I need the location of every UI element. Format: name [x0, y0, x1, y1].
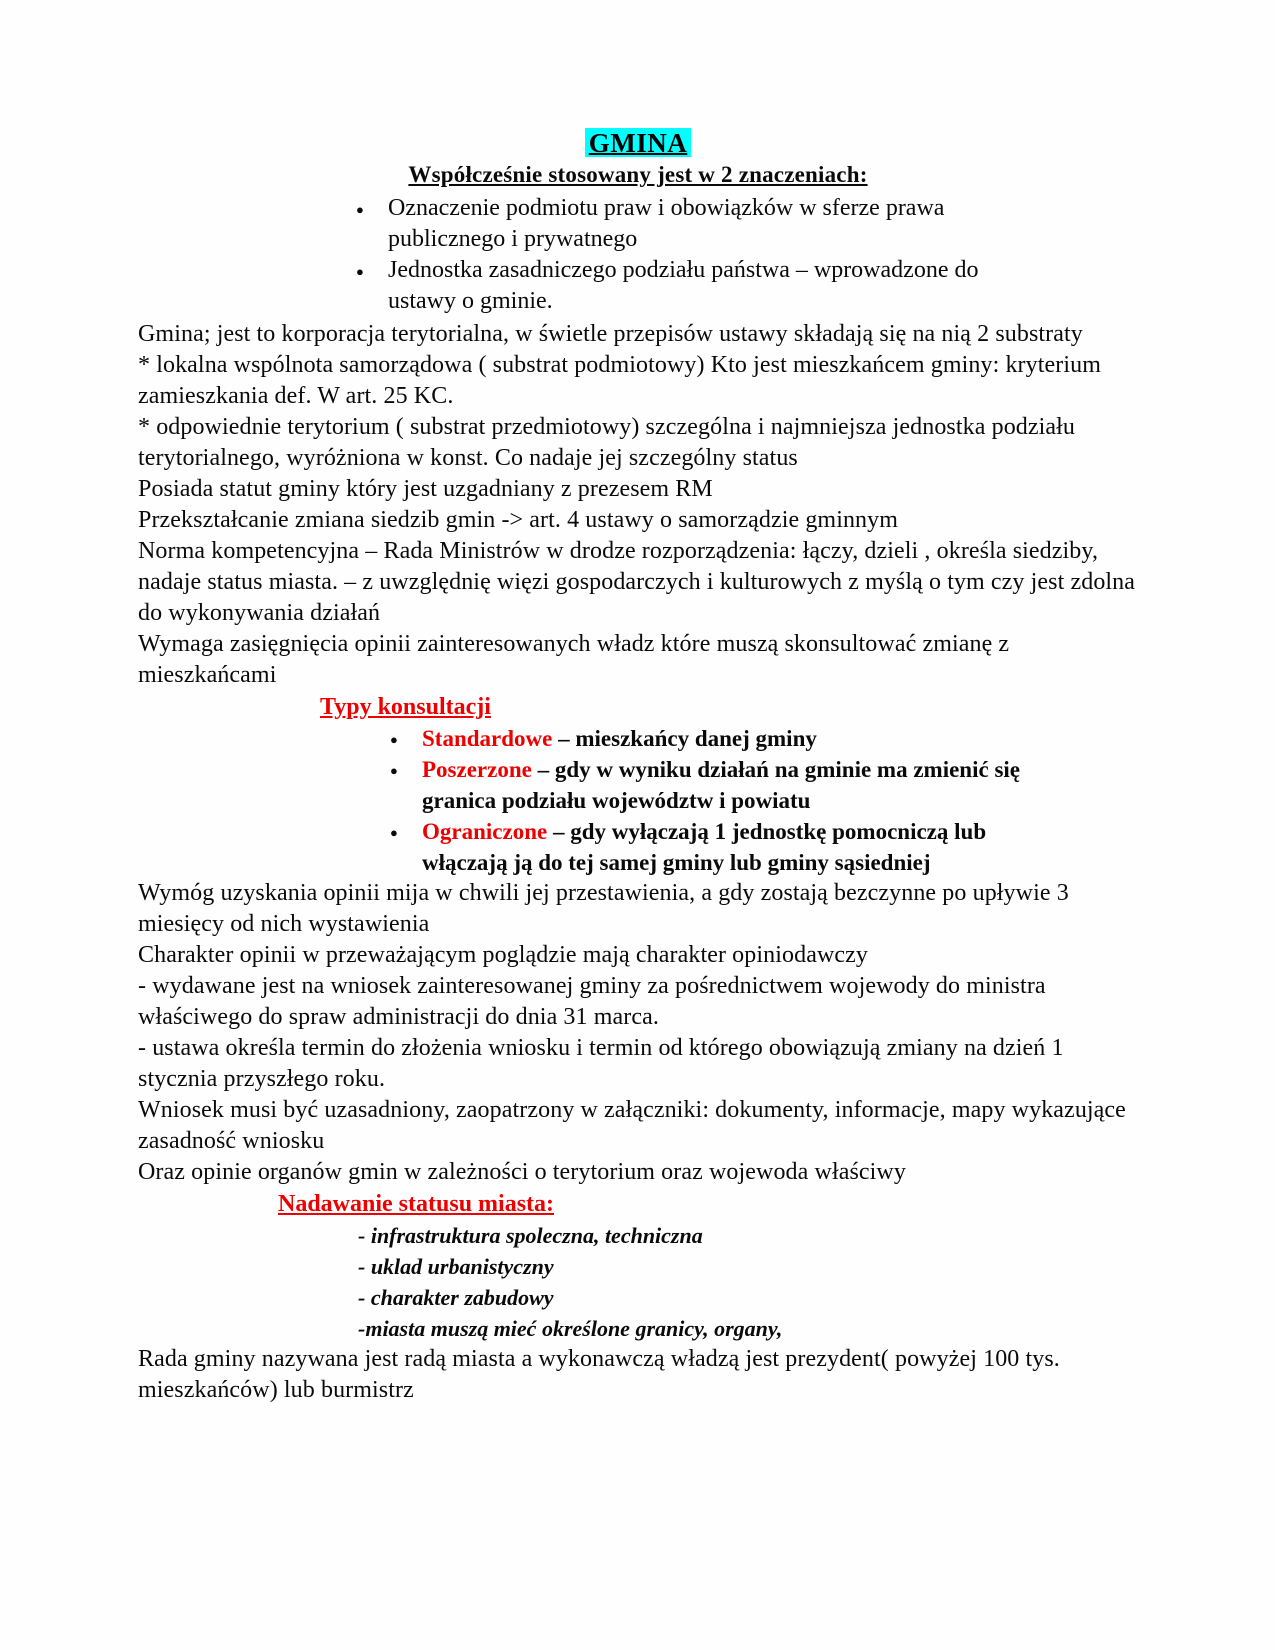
list-item — [390, 723, 1070, 754]
paragraph: Charakter opinii w przeważającym poglądzie mają charakter opiniodawczy — [138, 941, 868, 968]
city-status-list — [358, 1220, 1138, 1344]
section-heading-typy-konsultacji: Typy konsultacji — [320, 693, 491, 720]
page-title-row — [138, 128, 1138, 157]
page-subtitle: Współcześnie stosowany jest w 2 znaczeniach: — [408, 162, 868, 188]
list-item — [390, 754, 1070, 816]
list-item: - uklad urbanistyczny — [358, 1253, 554, 1279]
paragraph: * lokalna wspólnota samorządowa ( substrat podmiotowy) Kto jest mieszkańcem gminy: kryterium zamieszkania def. W art. 25 KC. — [138, 351, 1101, 409]
document-body — [138, 128, 1138, 1406]
city-status-heading-row — [278, 1188, 1138, 1220]
paragraph: Przekształcanie zmiana siedzib gmin -> art. 4 ustawy o samorządzie gminnym — [138, 506, 899, 533]
intro-bullet-list — [356, 193, 1046, 317]
list-item-text: – gdy wyłączają 1 jednostkę pomocniczą lub włączają ją do tej samej gminy lub gminy sąsiedniej — [422, 818, 987, 875]
keyword-ograniczone: Ograniczone — [422, 818, 548, 844]
paragraph: Norma kompetencyjna – Rada Ministrów w drodze rozporządzenia: łączy, dzieli , określa siedziby, nadaje status miasta. – z uwzględnię więzi gospodarczych i kulturowych z myślą o tym czy jest zdolna do wykonywania działań — [138, 537, 1136, 626]
paragraph: - wydawane jest na wniosek zainteresowanej gminy za pośrednictwem wojewody do ministra właściwego do spraw administracji do dnia 31 marca. — [138, 972, 1046, 1030]
list-item: ● Jednostka zasadniczego podziału państwa – wprowadzone do ustawy o gminie. — [356, 255, 1046, 317]
list-item-text: – mieszkańcy danej gminy — [552, 725, 817, 751]
paragraph: Oraz opinie organów gmin w zależności o terytorium oraz wojewoda właściwy — [138, 1158, 906, 1185]
list-item — [390, 816, 1070, 878]
keyword-standardowe: Standardowe — [422, 725, 553, 751]
paragraph: - ustawa określa termin do złożenia wniosku i termin od którego obowiązują zmiany na dzień 1 stycznia przyszłego roku. — [138, 1034, 1064, 1092]
consultation-heading-row — [320, 691, 1138, 723]
paragraph: * odpowiednie terytorium ( substrat przedmiotowy) szczególna i najmniejsza jednostka podziału terytorialnego, wyróżniona w konst. Co nadaje jej szczególny status — [138, 413, 1076, 471]
consultation-bullet-list — [390, 723, 1070, 878]
list-item: - infrastruktura spoleczna, techniczna — [358, 1222, 703, 1248]
paragraph: Gmina; jest to korporacja terytorialna, w świetle przepisów ustawy składają się na nią 2 substraty — [138, 320, 1083, 347]
keyword-poszerzone: Poszerzone — [422, 756, 532, 782]
paragraph: Posiada statut gminy który jest uzgadniany z prezesem RM — [138, 475, 713, 502]
paragraph: Wymaga zasięgnięcia opinii zainteresowanych władz które muszą skonsultować zmianę z mieszkańcami — [138, 630, 1010, 688]
list-item: ● Oznaczenie podmiotu praw i obowiązków w sferze prawa publicznego i prywatnego — [356, 193, 1046, 255]
page-title: GMINA — [585, 128, 692, 157]
list-item: -miasta muszą mieć określone granicy, organy, — [358, 1315, 783, 1341]
paragraph: Wniosek musi być uzasadniony, zaopatrzony w załączniki: dokumenty, informacje, mapy wykazujące zasadność wniosku — [138, 1096, 1126, 1154]
list-item-text: – gdy w wyniku działań na gminie ma zmienić się granica podziału województw i powiatu — [422, 756, 1020, 813]
paragraph: Rada gminy nazywana jest radą miasta a wykonawczą władzą jest prezydent( powyżej 100 tys. mieszkańców) lub burmistrz — [138, 1345, 1060, 1403]
list-item: - charakter zabudowy — [358, 1284, 554, 1310]
section-heading-nadawanie-statusu-miasta: Nadawanie statusu miasta: — [278, 1190, 555, 1217]
paragraph: Wymóg uzyskania opinii mija w chwili jej przestawienia, a gdy zostają bezczynne po upływie 3 miesięcy od nich wystawienia — [138, 879, 1069, 937]
